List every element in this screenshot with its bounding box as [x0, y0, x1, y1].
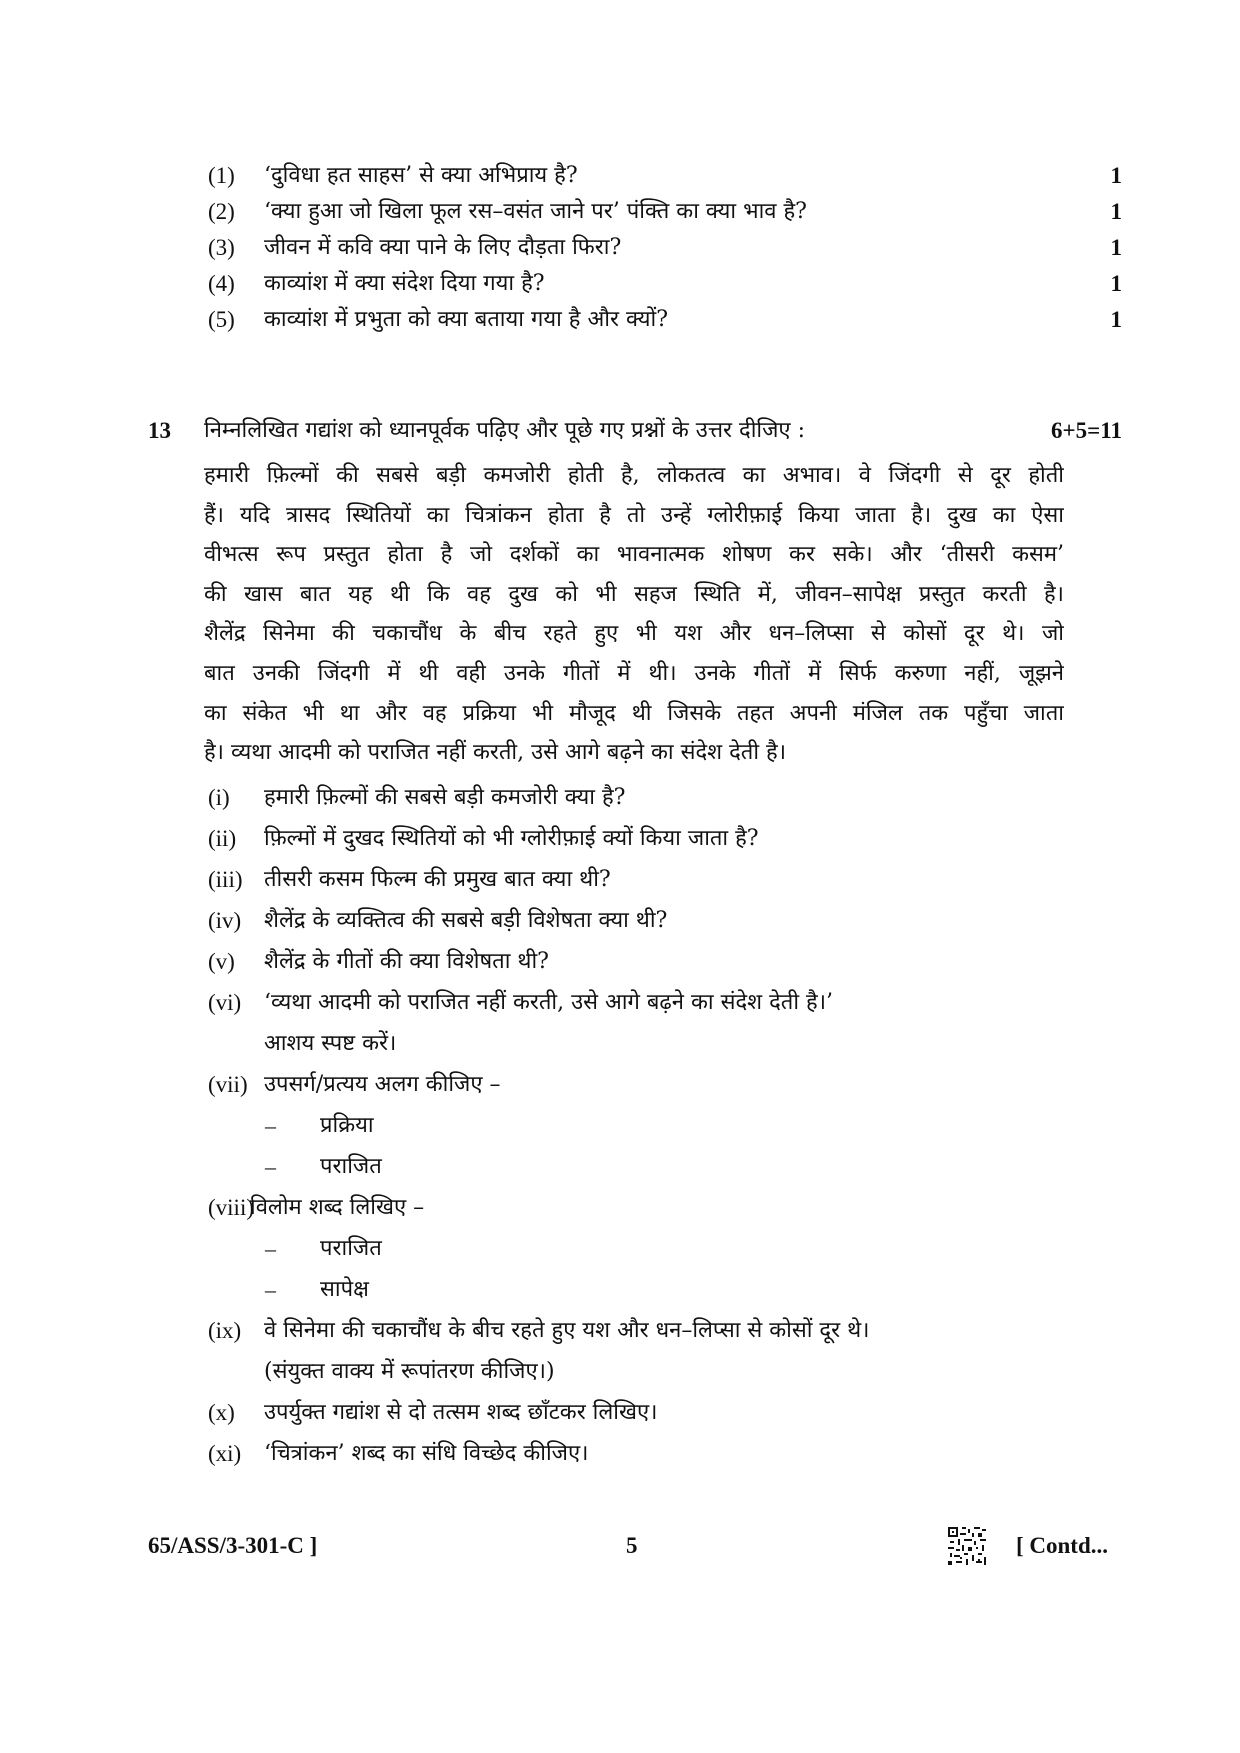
- q12-item: [0, 269, 1122, 305]
- item-text: काव्यांश में क्या संदेश दिया गया है?: [264, 271, 545, 296]
- item-number: (vi): [208, 990, 242, 1015]
- item-marks: 1: [1110, 199, 1122, 224]
- q12-item: [0, 305, 1122, 341]
- item-text: जीवन में कवि क्या पाने के लिए दौड़ता फिरा?: [264, 235, 622, 260]
- question-number: 13: [148, 418, 171, 443]
- item-text: ‘क्या हुआ जो खिला फूल रस–वसंत जाने पर’ पंक्ति का क्या भाव है?: [264, 199, 807, 224]
- item-text: ‘चित्रांकन’ शब्द का संधि विच्छेद कीजिए।: [264, 1441, 589, 1466]
- dash-item-text: प्रक्रिया: [320, 1113, 374, 1138]
- dash-item-text: पराजित: [320, 1154, 382, 1179]
- item-text: विलोम शब्द लिखिए –: [250, 1195, 425, 1220]
- item-number: (vii): [208, 1072, 248, 1097]
- item-number: (5): [208, 307, 235, 332]
- passage-line: की खास बात यह थी कि वह दुख को भी सहज स्थिति में, जीवन–सापेक्ष प्रस्तुत करती है।: [204, 581, 1064, 607]
- item-text: काव्यांश में प्रभुता को क्या बताया गया है और क्यों?: [264, 307, 668, 332]
- passage-line: है। व्यथा आदमी को पराजित नहीं करती, उसे आगे बढ़ने का संदेश देती है।: [204, 740, 787, 766]
- item-marks: 1: [1110, 163, 1122, 188]
- item-text: शैलेंद्र के गीतों की क्या विशेषता थी?: [264, 949, 549, 974]
- item-text: (संयुक्त वाक्य में रूपांतरण कीजिए।): [264, 1359, 555, 1384]
- question-instruction: निम्नलिखित गद्यांश को ध्यानपूर्वक पढ़िए और पूछे गए प्रश्नों के उत्तर दीजिए :: [204, 418, 805, 443]
- item-number: (iii): [208, 867, 243, 892]
- q13-header: [0, 416, 1122, 452]
- item-text: तीसरी कसम फिल्म की प्रमुख बात क्या थी?: [264, 867, 611, 892]
- item-number: (2): [208, 199, 235, 224]
- item-marks: 1: [1110, 307, 1122, 332]
- item-number: (iv): [208, 908, 242, 933]
- item-number: (i): [208, 785, 230, 810]
- dash-item-text: सापेक्ष: [320, 1277, 369, 1302]
- qr-code-icon: [948, 1527, 986, 1565]
- item-marks: 1: [1110, 235, 1122, 260]
- item-number: (ix): [208, 1318, 242, 1343]
- item-marks: 1: [1110, 271, 1122, 296]
- passage: [204, 456, 1064, 773]
- paper-code: 65/ASS/3-301-C ]: [148, 1533, 318, 1558]
- q12-item: [0, 161, 1122, 197]
- item-text: उपर्युक्त गद्यांश से दो तत्सम शब्द छाँटकर लिखिए।: [264, 1400, 658, 1425]
- passage-line: का संकेत भी था और वह प्रक्रिया भी मौजूद थी जिसके तहत अपनी मंजिल तक पहुँचा जाता: [204, 700, 1064, 726]
- q12-item: [0, 197, 1122, 233]
- item-text: हमारी फ़िल्मों की सबसे बड़ी कमजोरी क्या है?: [264, 785, 626, 810]
- question-marks: 6+5=11: [1051, 418, 1122, 443]
- passage-line: शैलेंद्र सिनेमा की चकाचौंध के बीच रहते हुए भी यश और धन–लिप्सा से कोसों दूर थे। जो: [204, 621, 1064, 647]
- dash-marker: –: [265, 1236, 276, 1261]
- passage-line: वीभत्स रूप प्रस्तुत होता है जो दर्शकों का भावनात्मक शोषण कर सके। और ‘तीसरी कसम’: [204, 542, 1064, 568]
- item-number: (3): [208, 235, 235, 260]
- dash-marker: –: [265, 1277, 276, 1302]
- passage-line: हैं। यदि त्रासद स्थितियों का चित्रांकन होता है तो उन्हें ग्लोरीफ़ाई किया जाता है। दुख का ऐसा: [204, 502, 1064, 528]
- page-number: 5: [626, 1533, 638, 1558]
- item-text: शैलेंद्र के व्यक्तित्व की सबसे बड़ी विशेषता क्या थी?: [264, 908, 668, 933]
- item-number: (4): [208, 271, 235, 296]
- item-text: फ़िल्मों में दुखद स्थितियों को भी ग्लोरीफ़ाई क्यों किया जाता है?: [264, 826, 759, 851]
- dash-marker: –: [265, 1113, 276, 1138]
- item-number: (viii): [208, 1195, 254, 1220]
- dash-marker: –: [265, 1154, 276, 1179]
- item-text: ‘व्यथा आदमी को पराजित नहीं करती, उसे आगे बढ़ने का संदेश देती है।’: [264, 990, 834, 1015]
- passage-line: बात उनकी जिंदगी में थी वही उनके गीतों में थी। उनके गीतों में सिर्फ करुणा नहीं, जूझने: [204, 660, 1064, 686]
- item-number: (xi): [208, 1441, 242, 1466]
- item-text: उपसर्ग/प्रत्यय अलग कीजिए –: [264, 1072, 501, 1097]
- item-number: (1): [208, 163, 235, 188]
- q12-item: [0, 233, 1122, 269]
- item-text: वे सिनेमा की चकाचौंध के बीच रहते हुए यश और धन–लिप्सा से कोसों दूर थे।: [264, 1318, 870, 1343]
- passage-line: हमारी फ़िल्मों की सबसे बड़ी कमजोरी होती है, लोकतत्व का अभाव। वे जिंदगी से दूर होती: [204, 463, 1064, 488]
- continued-label: [ Contd...: [1016, 1533, 1109, 1558]
- item-number: (x): [208, 1400, 235, 1425]
- item-number: (v): [208, 949, 235, 974]
- dash-item-text: पराजित: [320, 1236, 382, 1261]
- item-text: ‘दुविधा हत साहस’ से क्या अभिप्राय है?: [264, 163, 578, 188]
- item-number: (ii): [208, 826, 237, 851]
- item-text: आशय स्पष्ट करें।: [264, 1031, 397, 1056]
